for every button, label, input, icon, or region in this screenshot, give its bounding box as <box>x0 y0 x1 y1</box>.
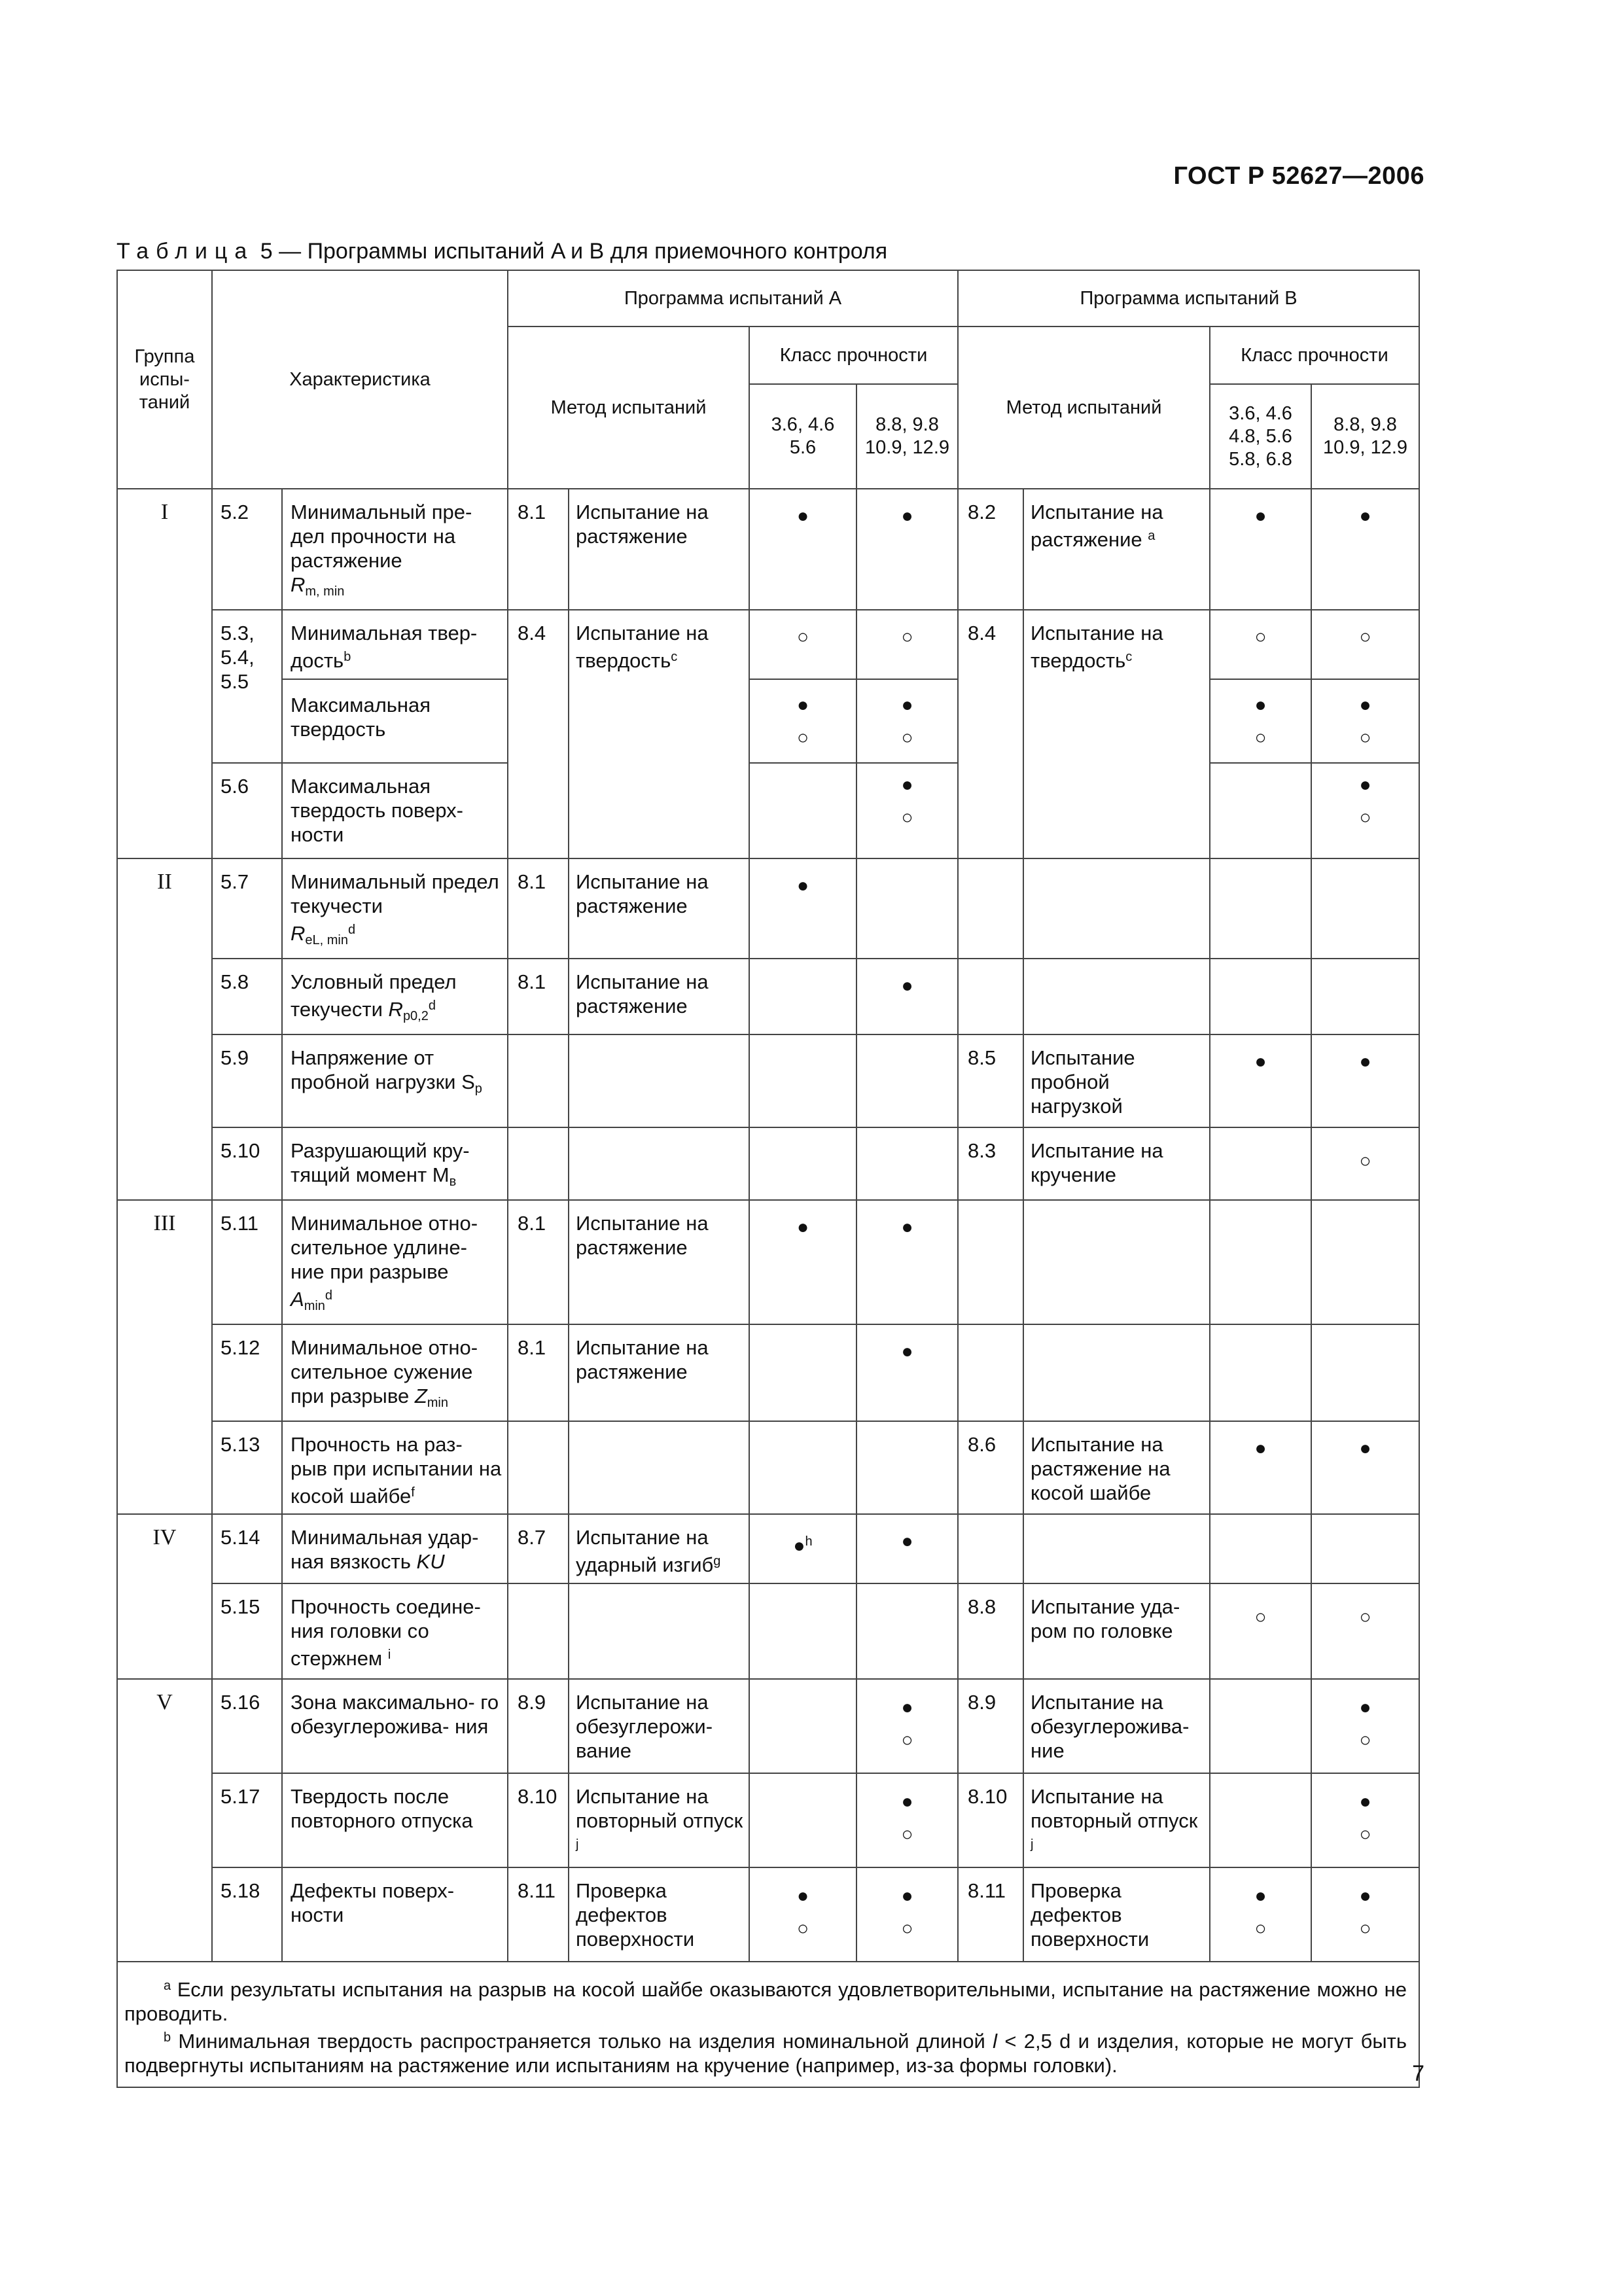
method-b-code: 8.6 <box>958 1421 1023 1514</box>
mark-a1 <box>749 1583 856 1679</box>
mark-a1: ● <box>749 489 856 610</box>
mark-a2: ● ○ <box>856 1867 958 1962</box>
mark-a2 <box>856 1034 958 1127</box>
mark-b2 <box>1311 959 1419 1034</box>
method-b-desc <box>1023 1514 1210 1583</box>
test-programs-table <box>116 270 1420 2088</box>
method-b-code: 8.4 <box>958 610 1023 858</box>
mark-a2 <box>856 1127 958 1200</box>
row-characteristic: Напряжение от пробной нагрузки $S_p$ <box>282 1034 508 1127</box>
mark-b2: ● <box>1311 489 1419 610</box>
method-a-desc <box>569 1421 749 1514</box>
footnote-a: $^a$ Если результаты испытания на разрыв на косой шайбе оказываются удовлетворительными, испытание на растяжение можно не проводить. <box>124 1978 1407 2025</box>
footnote-b: $^b$ Минимальная твердость распространяется только на изделия номинальной длиной l < 2,5 d и изделия, которые не могут быть подвергнуты испытаниям на растяжение или испытаниям на кручение (например, из-за формы головки). <box>124 2030 1407 2077</box>
mark-a1: ○ <box>749 610 856 679</box>
method-a-desc: Испытание на растяжение <box>569 1200 749 1324</box>
method-b-code <box>958 858 1023 959</box>
mark-b1: ● <box>1210 1034 1311 1127</box>
mark-a2: ● ○ <box>856 1773 958 1867</box>
row-number: 5.3, 5.4, 5.5 <box>212 610 282 763</box>
method-a-desc <box>569 1034 749 1127</box>
mark-b2: ● <box>1311 1421 1419 1514</box>
mark-a2: ○ <box>856 610 958 679</box>
table-row <box>117 1679 1419 1773</box>
table-row <box>117 610 1419 679</box>
method-b-code: 8.10 <box>958 1773 1023 1867</box>
table-row <box>117 1867 1419 1962</box>
method-b-code: 8.5 <box>958 1034 1023 1127</box>
row-number: 5.13 <box>212 1421 282 1514</box>
header-a-class-2: 8.8, 9.8 10.9, 12.9 <box>856 384 958 489</box>
header-characteristic: Характеристика <box>212 270 508 489</box>
mark-b1 <box>1210 763 1311 858</box>
row-characteristic: Прочность соедине- ния головки со стержнем $^i$ <box>282 1583 508 1679</box>
table-row <box>117 858 1419 959</box>
row-number: 5.17 <box>212 1773 282 1867</box>
group-label: V <box>117 1679 212 1962</box>
method-a-desc: Испытание на растяжение <box>569 959 749 1034</box>
table-row <box>117 959 1419 1034</box>
table-row <box>117 1421 1419 1514</box>
row-number: 5.12 <box>212 1324 282 1421</box>
mark-b1: ● <box>1210 489 1311 610</box>
row-characteristic: Минимальная удар- ная вязкость KU <box>282 1514 508 1583</box>
mark-b1: ● ○ <box>1210 1867 1311 1962</box>
mark-a2: ● ○ <box>856 1679 958 1773</box>
mark-b1: ● ○ <box>1210 679 1311 763</box>
row-characteristic: Минимальный пре- дел прочности на растяжение $R_{m, min}$ <box>282 489 508 610</box>
mark-b1 <box>1210 1679 1311 1773</box>
mark-a2 <box>856 1583 958 1679</box>
header-b-class-2: 8.8, 9.8 10.9, 12.9 <box>1311 384 1419 489</box>
mark-b2 <box>1311 1324 1419 1421</box>
group-label: IV <box>117 1514 212 1679</box>
method-b-code: 8.3 <box>958 1127 1023 1200</box>
mark-b1: ● <box>1210 1421 1311 1514</box>
mark-b2: ● ○ <box>1311 1867 1419 1962</box>
header-class-a: Класс прочности <box>749 327 958 384</box>
row-number: 5.6 <box>212 763 282 858</box>
mark-b1: ○ <box>1210 1583 1311 1679</box>
mark-b2: ● <box>1311 1034 1419 1127</box>
mark-b2 <box>1311 858 1419 959</box>
mark-a2 <box>856 858 958 959</box>
mark-b2: ● ○ <box>1311 1773 1419 1867</box>
method-a-desc: Испытание на растяжение <box>569 858 749 959</box>
mark-b1 <box>1210 1127 1311 1200</box>
row-characteristic: Минимальное отно- сительное удлине- ние при разрыве $A_{min}^d$ <box>282 1200 508 1324</box>
method-a-code <box>508 1421 569 1514</box>
row-number: 5.16 <box>212 1679 282 1773</box>
header-program-b: Программа испытаний B <box>958 270 1419 327</box>
method-b-code <box>958 959 1023 1034</box>
mark-a1: ●$^h$ <box>749 1514 856 1583</box>
mark-b1: ○ <box>1210 610 1311 679</box>
method-a-code: 8.1 <box>508 1200 569 1324</box>
mark-a1 <box>749 1034 856 1127</box>
mark-b1 <box>1210 1773 1311 1867</box>
document-code: ГОСТ Р 52627—2006 <box>1173 162 1424 190</box>
table-row <box>117 1200 1419 1324</box>
method-a-code: 8.1 <box>508 959 569 1034</box>
row-number: 5.11 <box>212 1200 282 1324</box>
method-a-code <box>508 1034 569 1127</box>
row-number: 5.10 <box>212 1127 282 1200</box>
mark-a2: ● ○ <box>856 679 958 763</box>
mark-a1 <box>749 959 856 1034</box>
mark-a1 <box>749 1127 856 1200</box>
caption-label: Таблица <box>116 239 255 264</box>
mark-a2: ● <box>856 489 958 610</box>
method-b-code <box>958 1200 1023 1324</box>
header-b-class-1: 3.6, 4.6 4.8, 5.6 5.8, 6.8 <box>1210 384 1311 489</box>
mark-b1 <box>1210 959 1311 1034</box>
page-number: 7 <box>1412 2061 1424 2086</box>
method-b-desc <box>1023 959 1210 1034</box>
method-b-code <box>958 1324 1023 1421</box>
method-b-desc <box>1023 858 1210 959</box>
footnotes <box>117 1962 1419 2087</box>
table-row <box>117 1127 1419 1200</box>
mark-b2: ○ <box>1311 610 1419 679</box>
row-number: 5.14 <box>212 1514 282 1583</box>
mark-a2: ● <box>856 1324 958 1421</box>
row-characteristic: Дефекты поверх- ности <box>282 1867 508 1962</box>
method-b-code: 8.11 <box>958 1867 1023 1962</box>
mark-b2: ○ <box>1311 1127 1419 1200</box>
method-b-desc: Испытание на повторный отпуск $^j$ <box>1023 1773 1210 1867</box>
mark-a1 <box>749 763 856 858</box>
row-characteristic: Минимальная твер- дость$^b$ <box>282 610 508 679</box>
method-b-desc: Испытание на твердость$^c$ <box>1023 610 1210 858</box>
mark-b1 <box>1210 1324 1311 1421</box>
method-b-desc: Испытание пробной нагрузкой <box>1023 1034 1210 1127</box>
table-row <box>117 489 1419 610</box>
mark-b1 <box>1210 858 1311 959</box>
method-a-code: 8.7 <box>508 1514 569 1583</box>
method-b-code <box>958 1514 1023 1583</box>
table-caption <box>116 239 887 264</box>
mark-a1 <box>749 1324 856 1421</box>
header-method-b: Метод испытаний <box>958 327 1210 489</box>
row-number: 5.9 <box>212 1034 282 1127</box>
method-a-desc: Испытание на растяжение <box>569 1324 749 1421</box>
mark-b2: ● ○ <box>1311 1679 1419 1773</box>
table-row <box>117 1034 1419 1127</box>
header-program-a: Программа испытаний A <box>508 270 958 327</box>
method-b-code: 8.9 <box>958 1679 1023 1773</box>
mark-a1: ● <box>749 858 856 959</box>
mark-b1 <box>1210 1514 1311 1583</box>
method-a-code: 8.9 <box>508 1679 569 1773</box>
method-a-code: 8.4 <box>508 610 569 858</box>
header-a-class-1: 3.6, 4.6 5.6 <box>749 384 856 489</box>
mark-b2: ● ○ <box>1311 679 1419 763</box>
row-characteristic: Разрушающий кру- тящий момент $M_в$ <box>282 1127 508 1200</box>
mark-a1 <box>749 1421 856 1514</box>
mark-a1: ● ○ <box>749 1867 856 1962</box>
method-b-desc: Испытание на растяжение на косой шайбе <box>1023 1421 1210 1514</box>
mark-b2 <box>1311 1200 1419 1324</box>
table-row <box>117 1583 1419 1679</box>
method-a-desc: Испытание на повторный отпуск $^j$ <box>569 1773 749 1867</box>
table-row <box>117 763 1419 858</box>
method-b-desc: Испытание уда- ром по головке <box>1023 1583 1210 1679</box>
mark-a2: ● <box>856 1200 958 1324</box>
mark-b2: ● ○ <box>1311 763 1419 858</box>
row-number: 5.8 <box>212 959 282 1034</box>
table-row <box>117 1514 1419 1583</box>
row-characteristic: Максимальная твердость поверх- ности <box>282 763 508 858</box>
group-label: III <box>117 1200 212 1514</box>
mark-b2 <box>1311 1514 1419 1583</box>
row-characteristic: Условный предел текучести $R_{p0,2}^d$ <box>282 959 508 1034</box>
mark-a1 <box>749 1773 856 1867</box>
method-a-code: 8.1 <box>508 858 569 959</box>
method-a-desc: Испытание на твердость$^c$ <box>569 610 749 858</box>
method-b-code: 8.8 <box>958 1583 1023 1679</box>
method-a-desc <box>569 1583 749 1679</box>
method-b-desc: Испытание на кручение <box>1023 1127 1210 1200</box>
mark-a2: ● <box>856 959 958 1034</box>
group-label: II <box>117 858 212 1200</box>
method-a-code <box>508 1127 569 1200</box>
method-a-code: 8.1 <box>508 1324 569 1421</box>
mark-a2: ● <box>856 1514 958 1583</box>
row-characteristic: Минимальный предел текучести $R_{eL, min}^d$ <box>282 858 508 959</box>
method-b-desc: Проверка дефектов поверхности <box>1023 1867 1210 1962</box>
method-a-code: 8.10 <box>508 1773 569 1867</box>
method-b-desc <box>1023 1324 1210 1421</box>
method-a-desc <box>569 1127 749 1200</box>
mark-a1 <box>749 1679 856 1773</box>
caption-text: 5 — Программы испытаний A и B для приемочного контроля <box>260 239 888 264</box>
row-number: 5.2 <box>212 489 282 610</box>
mark-a1: ● ○ <box>749 679 856 763</box>
mark-b2: ○ <box>1311 1583 1419 1679</box>
mark-a1: ● <box>749 1200 856 1324</box>
row-characteristic: Твердость после повторного отпуска <box>282 1773 508 1867</box>
method-a-desc: Испытание на ударный изгиб$^g$ <box>569 1514 749 1583</box>
method-b-desc: Испытание на растяжение $^a$ <box>1023 489 1210 610</box>
header-method-a: Метод испытаний <box>508 327 749 489</box>
mark-a2: ● ○ <box>856 763 958 858</box>
group-label: I <box>117 489 212 858</box>
table-row <box>117 1324 1419 1421</box>
row-characteristic: Прочность на раз- рыв при испытании на косой шайбе$^f$ <box>282 1421 508 1514</box>
mark-b1 <box>1210 1200 1311 1324</box>
method-b-code: 8.2 <box>958 489 1023 610</box>
method-a-code: 8.11 <box>508 1867 569 1962</box>
method-a-code <box>508 1583 569 1679</box>
method-a-code: 8.1 <box>508 489 569 610</box>
header-group: Группа испы- таний <box>117 270 212 489</box>
row-number: 5.18 <box>212 1867 282 1962</box>
table-row <box>117 1773 1419 1867</box>
row-characteristic: Максимальная твердость <box>282 679 508 763</box>
mark-a2 <box>856 1421 958 1514</box>
row-characteristic: Зона максимально- го обезуглерожива- ния <box>282 1679 508 1773</box>
header-class-b: Класс прочности <box>1210 327 1419 384</box>
footnotes-row <box>117 1962 1419 2087</box>
row-characteristic: Минимальное отно- сительное сужение при разрыве $Z_{min}$ <box>282 1324 508 1421</box>
table-row <box>117 679 1419 763</box>
method-a-desc: Испытание на обезуглерожи- вание <box>569 1679 749 1773</box>
method-a-desc: Проверка дефектов поверхности <box>569 1867 749 1962</box>
method-b-desc <box>1023 1200 1210 1324</box>
method-b-desc: Испытание на обезуглерожива- ние <box>1023 1679 1210 1773</box>
row-number: 5.7 <box>212 858 282 959</box>
method-a-desc: Испытание на растяжение <box>569 489 749 610</box>
row-number: 5.15 <box>212 1583 282 1679</box>
